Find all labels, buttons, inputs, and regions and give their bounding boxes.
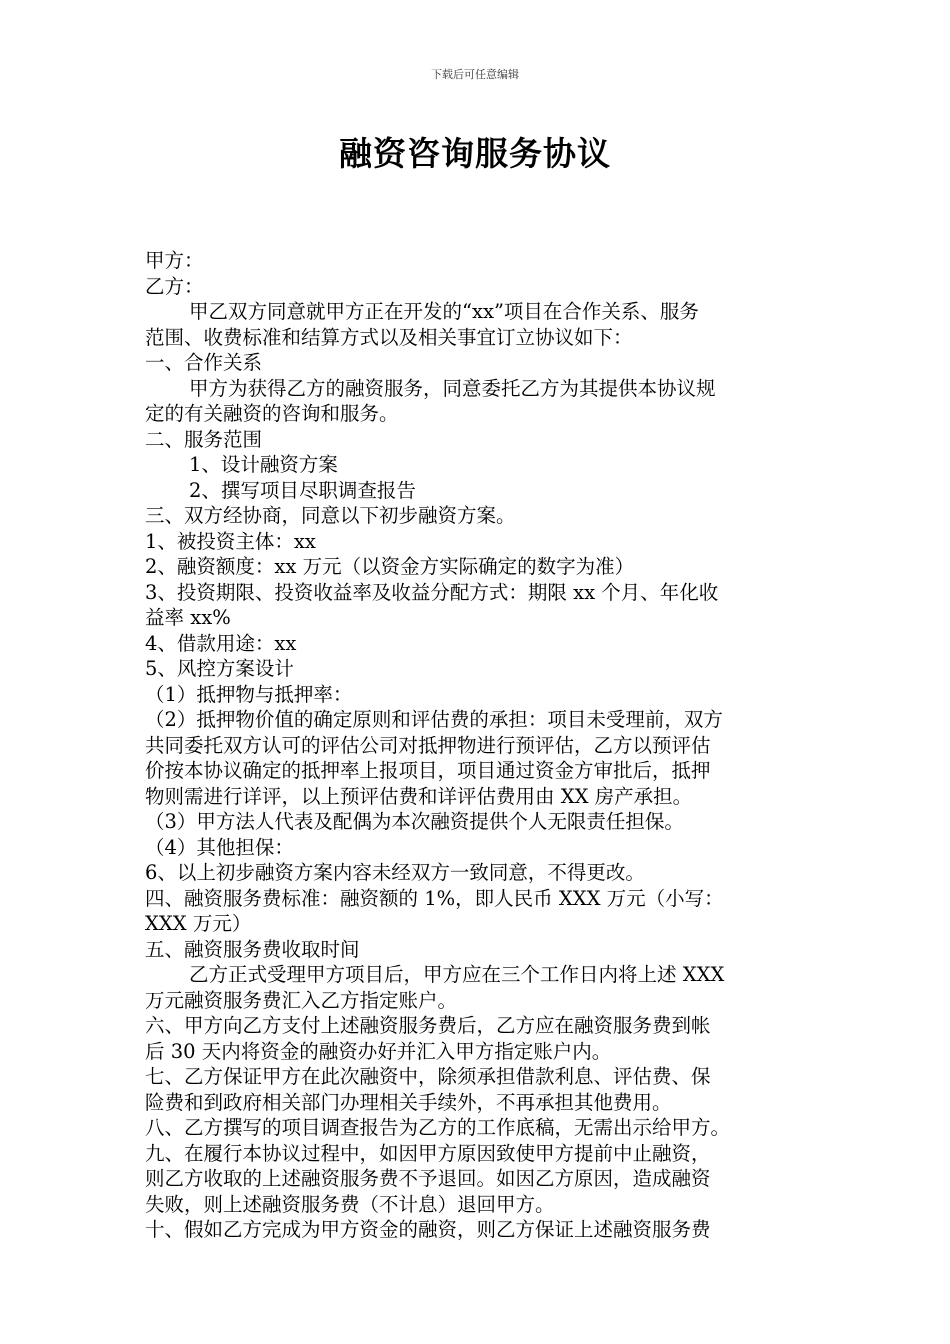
text-line: 四、融资服务费标准：融资额的 1%，即人民币 XXX 万元（小写： (145, 886, 724, 910)
text-line: 甲乙双方同意就甲方正在开发的“xx”项目在合作关系、服务 (189, 300, 699, 323)
text-line: 价按本协议确定的抵押率上报项目，项目通过资金方审批后，抵押 (145, 759, 711, 782)
text-line: 后 30 天内将资金的融资办好并汇入甲方指定账户内。 (145, 1039, 612, 1063)
document-body (145, 248, 810, 1243)
text-line: 益率 xx% (145, 606, 231, 629)
text-line: 失败，则上述融资服务费（不计息）退回甲方。 (145, 1192, 555, 1216)
text-line: （1）抵押物与抵押率： (145, 682, 353, 706)
text-line: 险费和到政府相关部门办理相关手续外，不再承担其他费用。 (145, 1090, 672, 1114)
text-line: 范围、收费标准和结算方式以及相关事宜订立协议如下： (145, 325, 633, 349)
text-line: （4）其他担保： (145, 835, 294, 859)
text-line: 1、设计融资方案 (189, 453, 338, 476)
text-line: 2、融资额度：xx 万元（以资金方实际确定的数字为准） (145, 555, 635, 578)
text-line: 乙方正式受理甲方项目后，甲方应在三个工作日内将上述 XXX (189, 963, 725, 986)
text-line: （3）甲方法人代表及配偶为本次融资提供个人无限责任担保。 (145, 810, 684, 833)
page-header-note: 下载后可任意编辑 (431, 68, 519, 81)
text-line: 物则需进行详评，以上预评估费和详评估费用由 XX 房产承担。 (145, 784, 693, 808)
text-line: 3、投资期限、投资收益率及收益分配方式：期限 xx 个月、年化收 (145, 580, 719, 604)
text-line: 十、假如乙方完成为甲方资金的融资，则乙方保证上述融资服务费 (145, 1218, 711, 1241)
text-line: （2）抵押物价值的确定原则和评估费的承担：项目未受理前，双方 (145, 708, 723, 731)
text-line: 二、服务范围 (145, 427, 263, 451)
text-line: 九、在履行本协议过程中，如因甲方原因致使甲方提前中止融资， (145, 1141, 711, 1165)
text-line: 共同委托双方认可的评估公司对抵押物进行预评估，乙方以预评估 (145, 733, 711, 757)
text-line: 5、风控方案设计 (145, 657, 294, 680)
text-line: 一、合作关系 (145, 351, 263, 374)
text-line: 定的有关融资的咨询和服务。 (145, 402, 399, 425)
text-line: 4、借款用途：xx (145, 631, 297, 655)
text-line: 八、乙方撰写的项目调查报告为乙方的工作底稿，无需出示给甲方。 (145, 1116, 731, 1139)
text-line: 甲方为获得乙方的融资服务，同意委托乙方为其提供本协议规 (189, 376, 716, 400)
text-line: XXX 万元） (145, 912, 252, 935)
text-line: 乙方： (145, 274, 204, 298)
text-line: 万元融资服务费汇入乙方指定账户。 (145, 988, 458, 1012)
text-line: 则乙方收取的上述融资服务费不予退回。如因乙方原因，造成融资 (145, 1167, 711, 1190)
text-line: 三、双方经协商，同意以下初步融资方案。 (145, 504, 516, 527)
text-line: 七、乙方保证甲方在此次融资中，除须承担借款利息、评估费、保 (145, 1065, 711, 1088)
text-line: 2、撰写项目尽职调查报告 (189, 478, 416, 502)
document-title: 融资咨询服务协议 (339, 134, 611, 173)
text-line: 6、以上初步融资方案内容未经双方一致同意，不得更改。 (145, 861, 645, 884)
text-line: 六、甲方向乙方支付上述融资服务费后，乙方应在融资服务费到帐 (145, 1014, 711, 1037)
text-line: 1、被投资主体：xx (145, 529, 316, 553)
text-line: 五、融资服务费收取时间 (145, 937, 360, 961)
text-line: 甲方： (145, 249, 204, 272)
